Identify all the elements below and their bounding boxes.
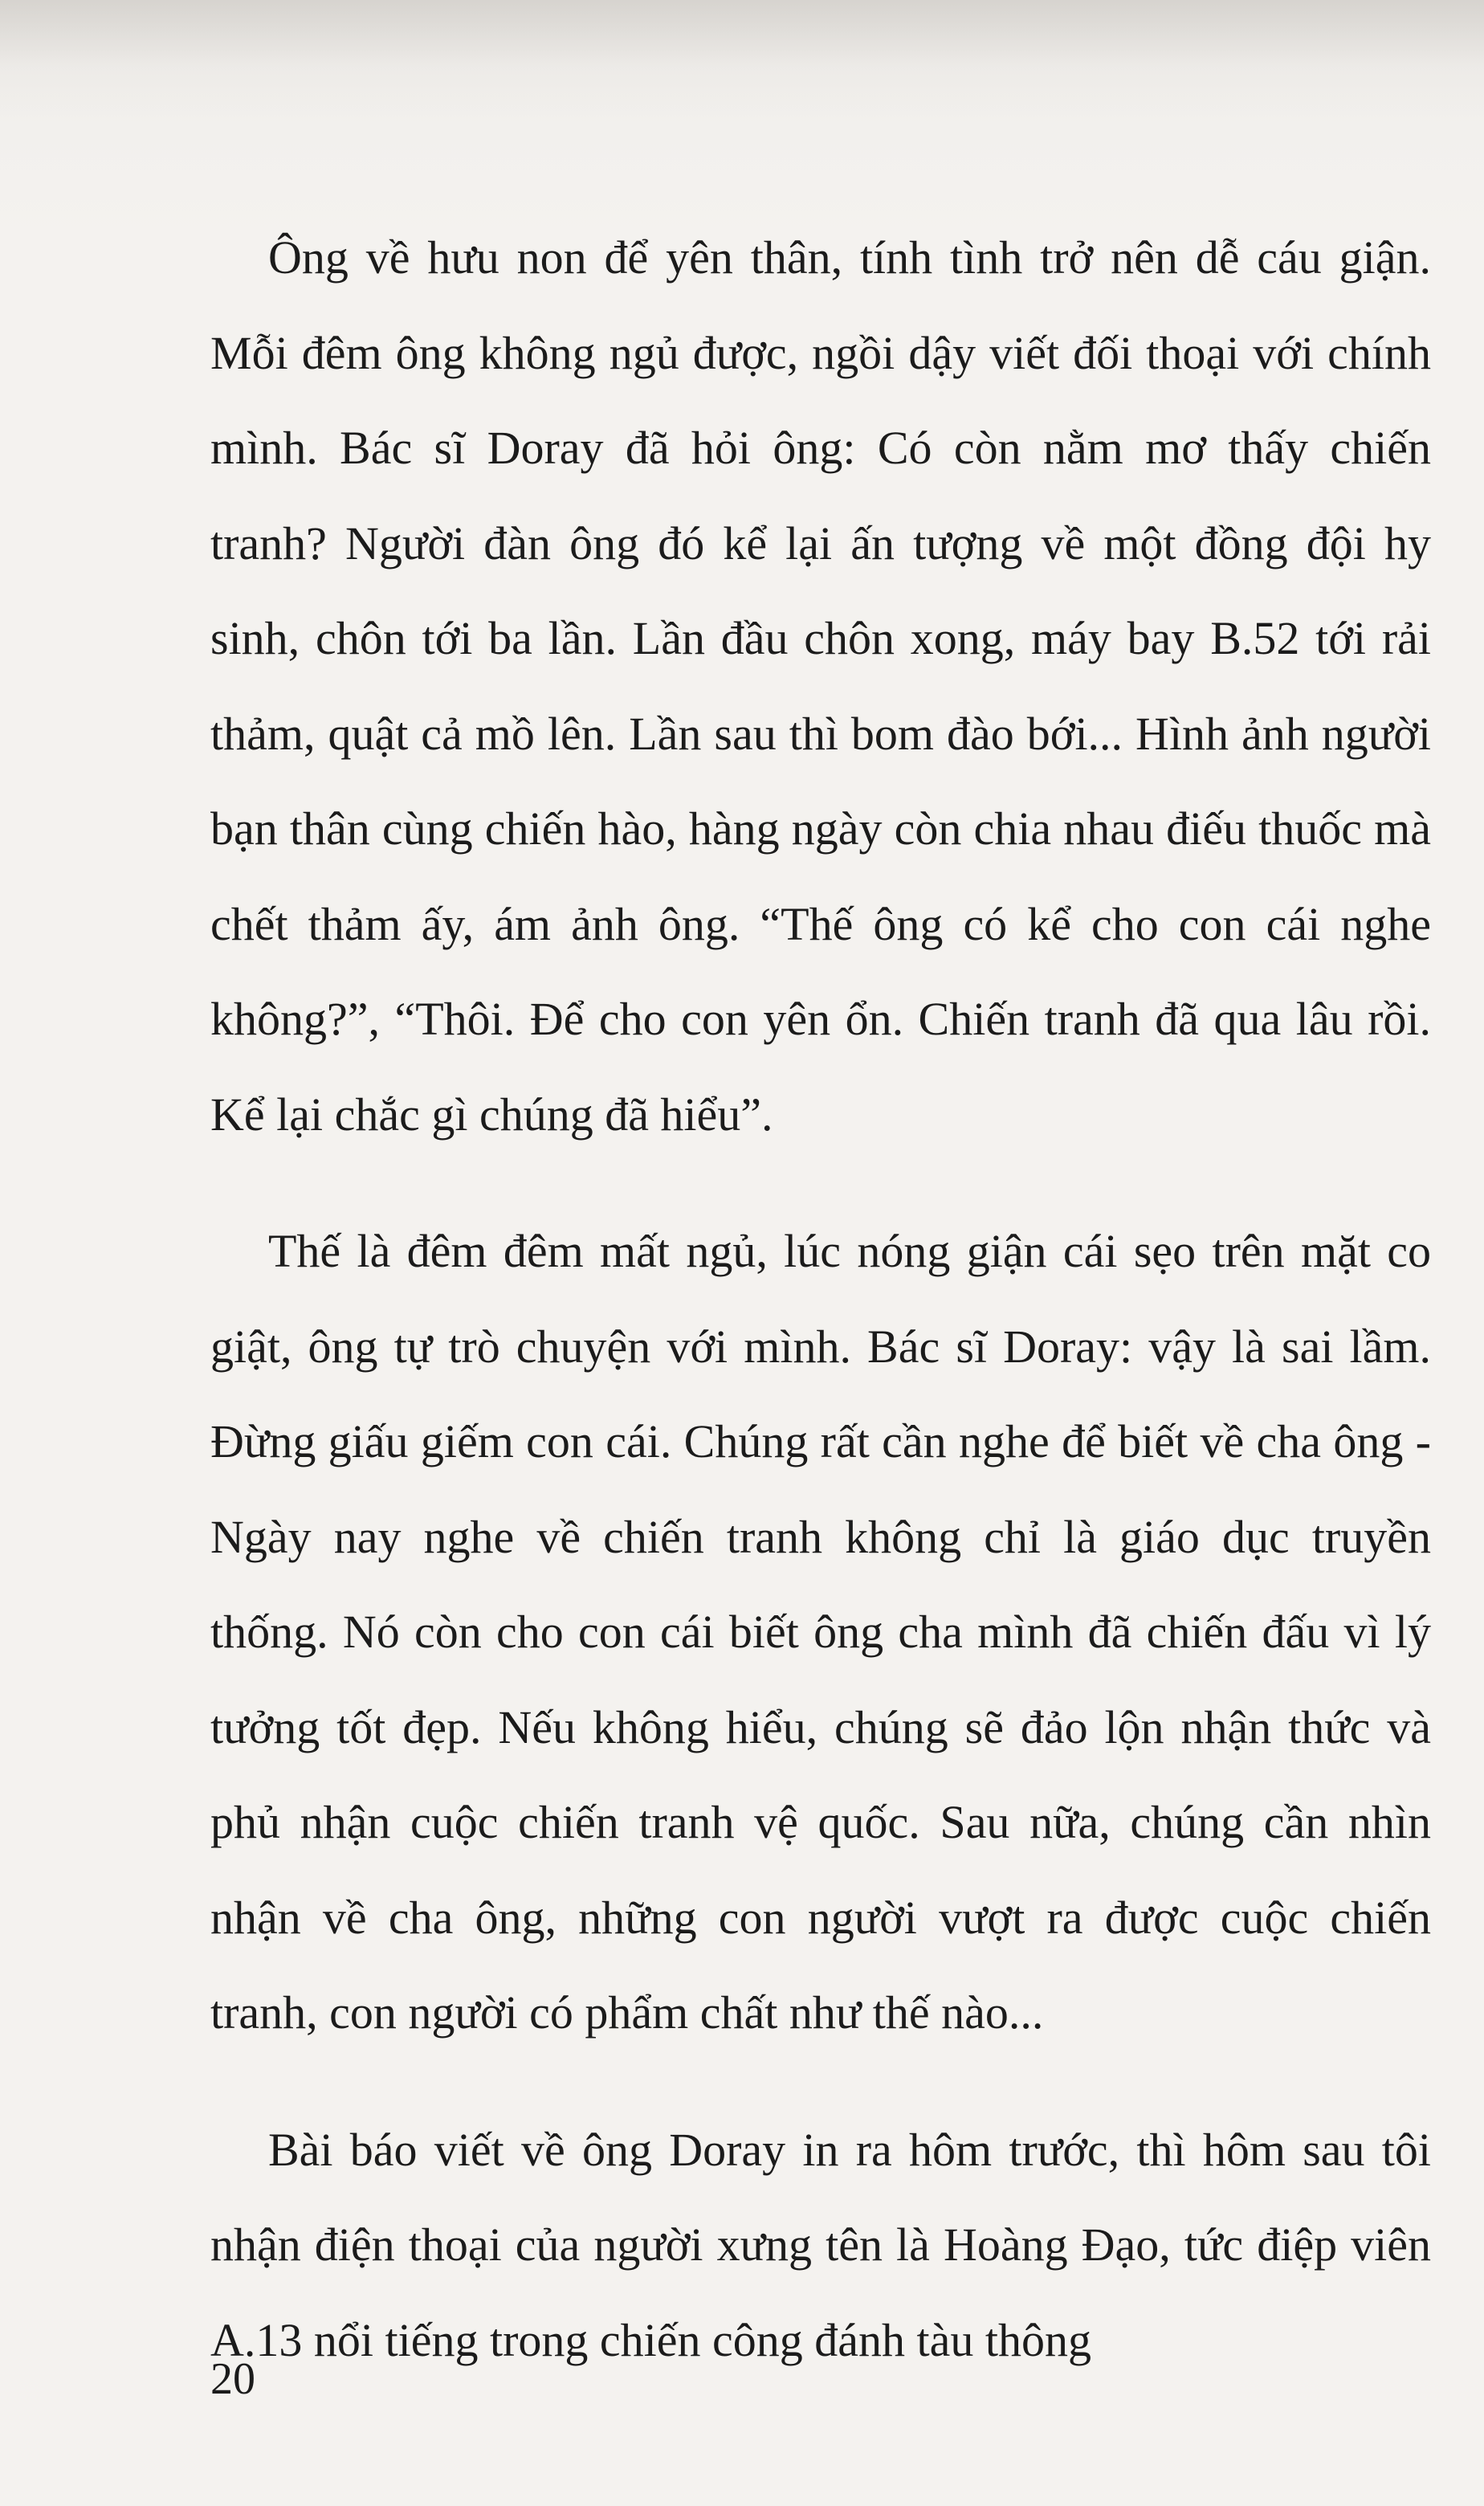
body-text [210, 210, 1431, 2388]
page-top-shadow [0, 0, 1484, 120]
page-number: 20 [210, 2354, 255, 2404]
paragraph-2: Thế là đêm đêm mất ngủ, lúc nóng giận cái sẹo trên mặt co giật, ông tự trò chuyện với mình. Bác sĩ Doray: vậy là sai lầm. Đừng giấu giếm con cái. Chúng rất cần nghe để biết về cha ông - Ngày nay nghe về chiến tranh không chỉ là giáo dục truyền thống. Nó còn cho con cái biết ông cha mình đã chiến đấu vì lý tưởng tốt đẹp. Nếu không hiểu, chúng sẽ đảo lộn nhận thức và phủ nhận cuộc chiến tranh vệ quốc. Sau nữa, chúng cần nhìn nhận về cha ông, những con người vượt ra được cuộc chiến tranh, con người có phẩm chất như thế nào... [210, 1225, 1431, 2039]
paragraph-1: Ông về hưu non để yên thân, tính tình trở nên dễ cáu giận. Mỗi đêm ông không ngủ được, ngồi dậy viết đối thoại với chính mình. Bác sĩ Doray đã hỏi ông: Có còn nằm mơ thấy chiến tranh? Người đàn ông đó kể lại ấn tượng về một đồng đội hy sinh, chôn tới ba lần. Lần đầu chôn xong, máy bay B.52 tới rải thảm, quật cả mồ lên. Lần sau thì bom đào bới... Hình ảnh người bạn thân cùng chiến hào, hàng ngày còn chia nhau điếu thuốc mà chết thảm ấy, ám ảnh ông. “Thế ông có kể cho con cái nghe không?”, “Thôi. Để cho con yên ổn. Chiến tranh đã qua lâu rồi. Kể lại chắc gì chúng đã hiểu”. [210, 231, 1431, 1141]
paragraph-3: Bài báo viết về ông Doray in ra hôm trước, thì hôm sau tôi nhận điện thoại của người xưng tên là Hoàng Đạo, tức điệp viên A.13 nổi tiếng trong chiến công đánh tàu thông [210, 2123, 1431, 2366]
